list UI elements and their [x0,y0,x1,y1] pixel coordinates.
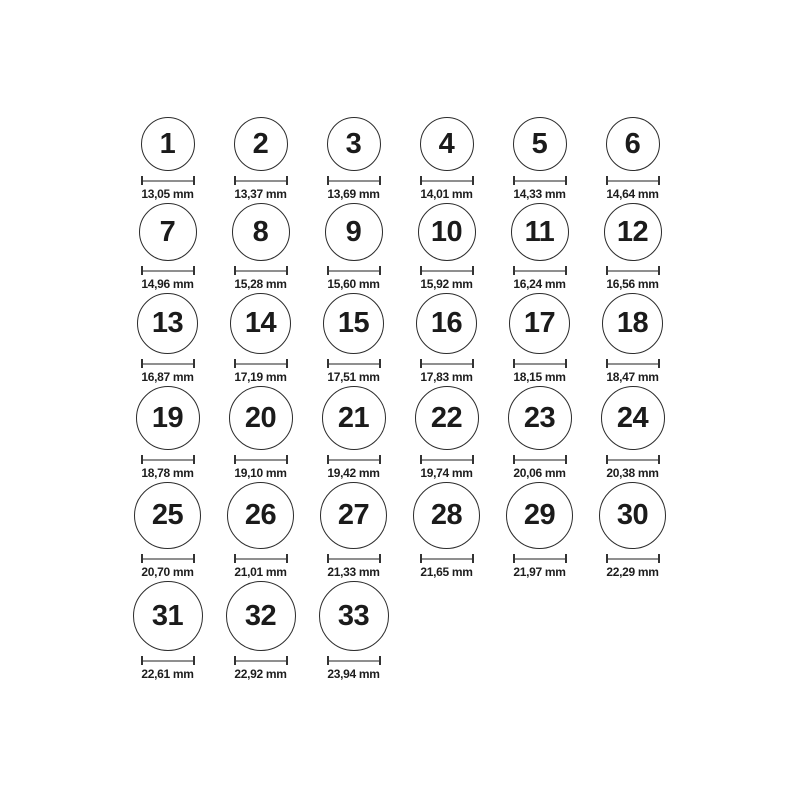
ring-size-item [307,293,400,384]
ring-size-item [121,293,214,384]
diameter-measure-line [234,266,288,275]
measure-tick-right [472,554,474,563]
diameter-measure-line [420,176,474,185]
diameter-label: 21,33 mm [327,565,380,579]
measure-tick-left [420,266,422,275]
measure-tick-right [658,176,660,185]
ring-size-item [586,203,679,291]
diameter-label: 18,78 mm [141,466,194,480]
ring-circle [506,482,573,549]
diameter-measure-line [234,359,288,368]
measure-tick-left [234,656,236,665]
measure-bar [606,270,660,272]
measure-tick-left [606,455,608,464]
ring-size-number: 32 [244,599,277,632]
measure-tick-right [565,176,567,185]
measure-tick-left [234,176,236,185]
measure-tick-right [658,359,660,368]
diameter-label: 23,94 mm [327,667,380,681]
measure-bar [141,660,195,662]
ring-circle [141,117,195,171]
ring-circle [508,386,572,450]
ring-size-item [214,293,307,384]
ring-circle [604,203,662,261]
measure-bar [327,558,381,560]
ring-circle [511,203,569,261]
diameter-measure-line [141,656,195,665]
diameter-measure-line [513,176,567,185]
measure-tick-right [193,266,195,275]
diameter-measure-line [513,266,567,275]
diameter-label: 19,74 mm [420,466,473,480]
ring-circle [227,482,294,549]
measure-tick-right [658,266,660,275]
ring-circle [232,203,290,261]
measure-tick-left [606,554,608,563]
ring-size-number: 20 [244,401,277,434]
ring-size-number: 6 [624,127,641,160]
measure-tick-left [141,176,143,185]
measure-tick-left [606,266,608,275]
ring-size-number: 4 [438,127,455,160]
ring-size-item [493,117,586,201]
ring-size-number: 11 [524,215,555,248]
ring-circle [416,293,477,354]
ring-circle [327,117,381,171]
ring-size-number: 24 [616,401,649,434]
diameter-measure-line [606,359,660,368]
ring-circle [602,293,663,354]
ring-size-number: 23 [523,401,556,434]
ring-size-item [307,581,400,681]
ring-size-number: 28 [430,499,463,531]
measure-tick-left [327,266,329,275]
measure-bar [141,558,195,560]
diameter-measure-line [420,455,474,464]
measure-tick-right [472,455,474,464]
ring-size-grid [121,0,679,681]
measure-bar [606,558,660,560]
measure-bar [420,363,474,365]
measure-tick-right [379,359,381,368]
measure-tick-left [420,554,422,563]
ring-size-number: 21 [337,401,370,434]
ring-size-number: 3 [345,127,362,160]
ring-size-item [307,117,400,201]
ring-size-number: 18 [616,307,649,339]
measure-bar [141,180,195,182]
diameter-label: 21,65 mm [420,565,473,579]
ring-size-number: 12 [616,215,649,248]
diameter-measure-line [420,554,474,563]
ring-size-number: 26 [244,499,277,531]
diameter-label: 18,15 mm [513,370,566,384]
diameter-label: 19,10 mm [234,466,287,480]
measure-tick-left [141,359,143,368]
ring-size-number: 22 [430,401,463,434]
measure-tick-right [193,554,195,563]
measure-tick-right [565,554,567,563]
ring-circle [133,581,203,651]
ring-size-item [400,482,493,579]
ring-circle [139,203,197,261]
diameter-label: 15,28 mm [234,277,287,291]
ring-size-item [400,293,493,384]
diameter-measure-line [141,359,195,368]
ring-row [121,293,679,384]
measure-tick-left [141,656,143,665]
measure-bar [327,270,381,272]
ring-size-item [586,117,679,201]
diameter-measure-line [606,455,660,464]
ring-circle [322,386,386,450]
measure-bar [141,270,195,272]
measure-tick-right [286,554,288,563]
measure-bar [513,270,567,272]
measure-tick-left [513,359,515,368]
measure-bar [327,180,381,182]
ring-circle [137,293,198,354]
ring-circle [234,117,288,171]
measure-tick-left [234,266,236,275]
measure-bar [420,459,474,461]
diameter-measure-line [420,359,474,368]
measure-tick-left [141,266,143,275]
ring-size-item [400,117,493,201]
measure-tick-right [379,656,381,665]
measure-bar [234,459,288,461]
diameter-measure-line [141,455,195,464]
ring-size-item [307,386,400,480]
measure-tick-right [472,176,474,185]
ring-size-number: 7 [159,215,176,248]
measure-tick-left [327,176,329,185]
ring-size-item [586,386,679,480]
ring-size-number: 13 [151,307,184,339]
diameter-measure-line [327,656,381,665]
ring-circle [415,386,479,450]
ring-circle [509,293,570,354]
ring-size-number: 29 [523,499,556,531]
diameter-label: 17,19 mm [234,370,287,384]
ring-row [121,203,679,291]
diameter-label: 21,01 mm [234,565,287,579]
ring-size-number: 14 [244,307,277,339]
diameter-label: 15,92 mm [420,277,473,291]
ring-size-item [586,293,679,384]
measure-tick-right [658,455,660,464]
measure-tick-right [286,359,288,368]
measure-tick-left [606,359,608,368]
measure-bar [327,660,381,662]
ring-circle [323,293,384,354]
ring-size-item [493,293,586,384]
diameter-measure-line [513,554,567,563]
measure-tick-right [658,554,660,563]
ring-size-number: 9 [345,215,362,248]
measure-tick-right [286,176,288,185]
ring-size-number: 17 [523,307,556,339]
diameter-measure-line [141,554,195,563]
ring-circle [229,386,293,450]
measure-tick-right [472,359,474,368]
measure-tick-left [327,656,329,665]
measure-tick-left [420,359,422,368]
measure-bar [606,363,660,365]
measure-bar [234,558,288,560]
ring-row [121,386,679,480]
ring-size-number: 10 [430,215,463,248]
diameter-label: 20,38 mm [606,466,659,480]
diameter-measure-line [327,455,381,464]
ring-size-number: 33 [337,599,370,632]
ring-circle [325,203,383,261]
measure-tick-right [379,455,381,464]
ring-size-number: 2 [252,127,269,160]
measure-bar [327,363,381,365]
diameter-measure-line [606,554,660,563]
measure-tick-left [420,455,422,464]
ring-size-item [586,482,679,579]
ring-circle [606,117,660,171]
diameter-measure-line [234,554,288,563]
ring-size-item [400,386,493,480]
ring-circle [319,581,389,651]
diameter-measure-line [234,656,288,665]
measure-bar [513,558,567,560]
ring-size-number: 31 [151,599,184,632]
measure-tick-left [513,176,515,185]
measure-tick-right [565,455,567,464]
ring-row [121,482,679,579]
measure-bar [234,363,288,365]
measure-tick-right [286,455,288,464]
ring-circle [420,117,474,171]
ring-size-item [121,117,214,201]
diameter-label: 21,97 mm [513,565,566,579]
diameter-measure-line [327,554,381,563]
diameter-label: 16,56 mm [606,277,659,291]
ring-size-item [214,386,307,480]
diameter-label: 17,51 mm [327,370,380,384]
diameter-measure-line [327,359,381,368]
diameter-label: 17,83 mm [420,370,473,384]
ring-circle [230,293,291,354]
measure-tick-left [327,359,329,368]
diameter-label: 19,42 mm [327,466,380,480]
measure-tick-left [141,554,143,563]
measure-tick-right [193,455,195,464]
diameter-label: 22,61 mm [141,667,194,681]
measure-bar [420,180,474,182]
ring-size-item [400,203,493,291]
measure-tick-right [565,266,567,275]
diameter-label: 18,47 mm [606,370,659,384]
measure-tick-right [379,554,381,563]
measure-tick-left [513,455,515,464]
diameter-label: 22,92 mm [234,667,287,681]
measure-tick-left [420,176,422,185]
measure-bar [327,459,381,461]
measure-tick-right [565,359,567,368]
measure-tick-left [513,554,515,563]
ring-circle [136,386,200,450]
ring-size-number: 25 [151,499,184,531]
measure-tick-left [606,176,608,185]
ring-size-number: 30 [616,499,649,531]
diameter-label: 14,64 mm [606,187,659,201]
ring-size-number: 15 [337,307,370,339]
ring-circle [134,482,201,549]
diameter-measure-line [141,266,195,275]
ring-circle [418,203,476,261]
measure-tick-left [327,554,329,563]
ring-size-item [121,581,214,681]
measure-tick-left [234,455,236,464]
measure-tick-right [379,266,381,275]
ring-size-number: 1 [159,127,176,160]
measure-tick-right [286,266,288,275]
ring-row [121,117,679,201]
diameter-measure-line [234,455,288,464]
ring-size-number: 19 [151,401,184,434]
ring-circle [226,581,296,651]
diameter-measure-line [420,266,474,275]
ring-circle [413,482,480,549]
diameter-measure-line [327,176,381,185]
diameter-measure-line [606,266,660,275]
diameter-label: 16,24 mm [513,277,566,291]
diameter-measure-line [234,176,288,185]
measure-bar [234,180,288,182]
ring-size-item [214,117,307,201]
measure-bar [420,270,474,272]
diameter-label: 16,87 mm [141,370,194,384]
ring-size-item [493,386,586,480]
measure-tick-left [234,554,236,563]
measure-bar [513,459,567,461]
ring-size-item [121,386,214,480]
diameter-label: 20,06 mm [513,466,566,480]
measure-bar [141,459,195,461]
measure-bar [606,180,660,182]
ring-size-item [121,203,214,291]
ring-circle [320,482,387,549]
measure-tick-right [472,266,474,275]
diameter-measure-line [513,359,567,368]
ring-circle [601,386,665,450]
measure-bar [513,363,567,365]
measure-tick-right [379,176,381,185]
diameter-label: 13,37 mm [234,187,287,201]
measure-tick-right [193,176,195,185]
ring-size-item [214,581,307,681]
measure-tick-left [234,359,236,368]
diameter-label: 14,96 mm [141,277,194,291]
ring-size-item [307,203,400,291]
ring-row [121,581,679,681]
measure-bar [141,363,195,365]
ring-size-number: 27 [337,499,370,531]
measure-bar [420,558,474,560]
ring-size-item [307,482,400,579]
ring-size-number: 8 [252,215,269,248]
diameter-label: 14,01 mm [420,187,473,201]
ring-size-item [121,482,214,579]
measure-bar [234,270,288,272]
measure-tick-left [141,455,143,464]
diameter-measure-line [513,455,567,464]
ring-size-item [214,482,307,579]
diameter-measure-line [606,176,660,185]
diameter-label: 22,29 mm [606,565,659,579]
measure-tick-left [327,455,329,464]
diameter-label: 13,69 mm [327,187,380,201]
ring-circle [599,482,666,549]
ring-size-number: 16 [430,307,463,339]
measure-bar [234,660,288,662]
ring-size-number: 5 [531,127,548,160]
diameter-label: 20,70 mm [141,565,194,579]
diameter-label: 14,33 mm [513,187,566,201]
ring-size-item [493,482,586,579]
ring-circle [513,117,567,171]
ring-size-item [214,203,307,291]
diameter-measure-line [141,176,195,185]
diameter-label: 13,05 mm [141,187,194,201]
measure-bar [606,459,660,461]
measure-tick-right [193,359,195,368]
diameter-label: 15,60 mm [327,277,380,291]
measure-tick-right [193,656,195,665]
measure-tick-right [286,656,288,665]
ring-size-item [493,203,586,291]
diameter-measure-line [327,266,381,275]
measure-tick-left [513,266,515,275]
measure-bar [513,180,567,182]
